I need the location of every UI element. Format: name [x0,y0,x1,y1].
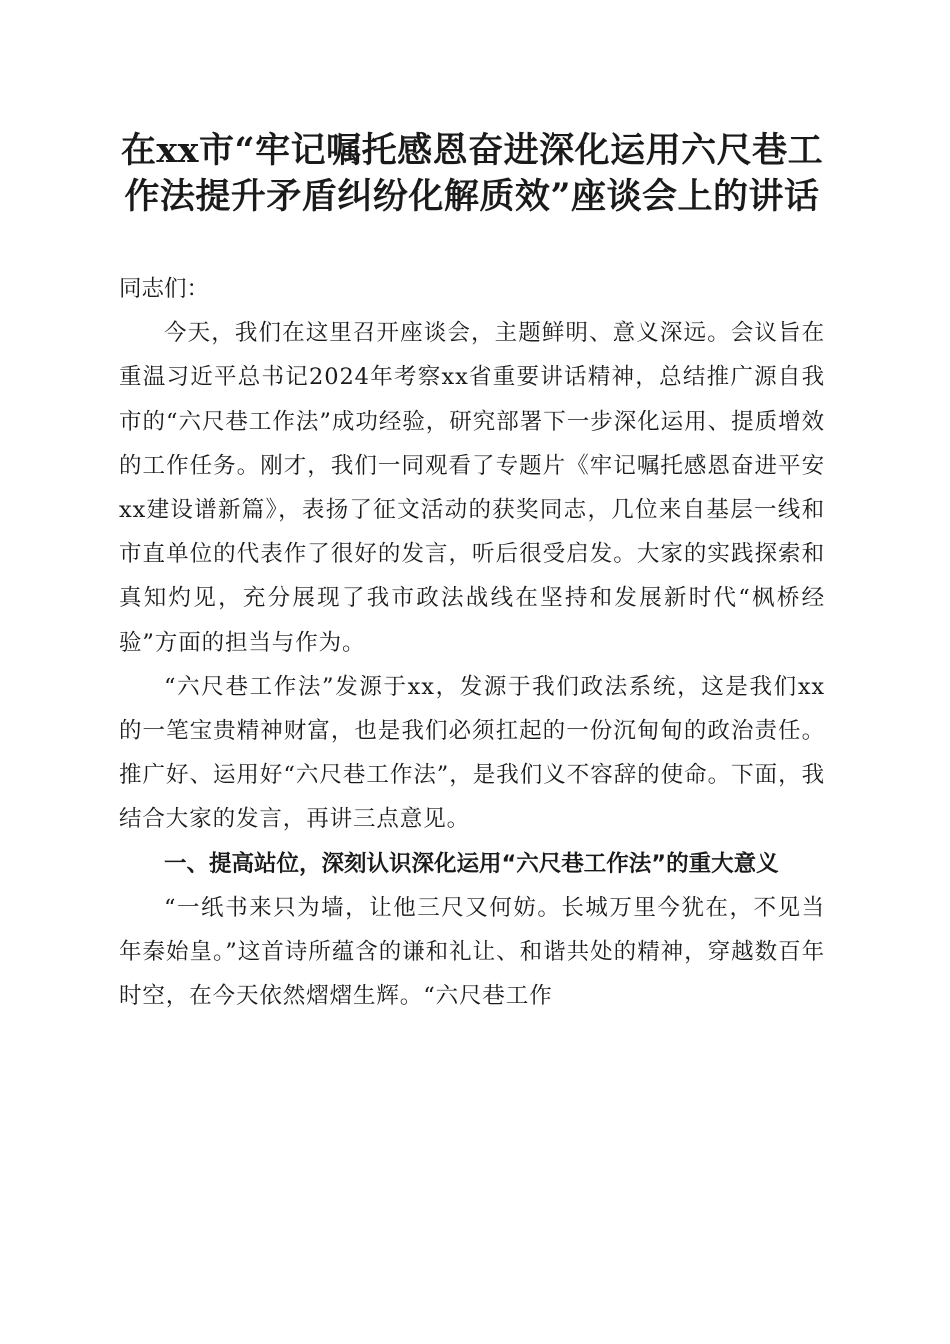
salutation: 同志们： [119,276,210,302]
section-1-paragraph: “一纸书来只为墙，让他三尺又何妨。长城万里今犹在，不见当年秦始皇。”这首诗所蕴含的谦和礼让、和谐共处的精神，穿越数百年时空，在今天依然熠熠生辉。“六尺巷工作 [119,894,825,1010]
document-page [119,128,825,1018]
body-paragraph-1: 今天，我们在这里召开座谈会，主题鲜明、意义深远。会议旨在重温习近平总书记2024年考察xx省重要讲话精神，总结推广源自我市的“六尺巷工作法”成功经验，研究部署下一步深化运用、提质增效的工作任务。刚才，我们一同观看了专题片《牢记嘱托感恩奋进平安xx建设谱新篇》，表扬了征文活动的获奖同志，几位来自基层一线和市直单位的代表作了很好的发言，听后很受启发。大家的实践探索和真知灼见，充分展现了我市政法战线在坚持和发展新时代“枫桥经验”方面的担当与作为。 [119,320,825,656]
document-title: 在xx市“牢记嘱托感恩奋进深化运用六尺巷工作法提升矛盾纠纷化解质效”座谈会上的讲话 [120,130,824,217]
section-heading-1: 一、提高站位，深刻认识深化运用“六尺巷工作法”的重大意义 [164,850,779,877]
body-paragraph-2: “六尺巷工作法”发源于xx，发源于我们政法系统，这是我们xx的一笔宝贵精神财富，也是我们必须扛起的一份沉甸甸的政治责任。推广好、运用好“六尺巷工作法”，是我们义不容辞的使命。下面，我结合大家的发言，再讲三点意见。 [119,673,825,833]
